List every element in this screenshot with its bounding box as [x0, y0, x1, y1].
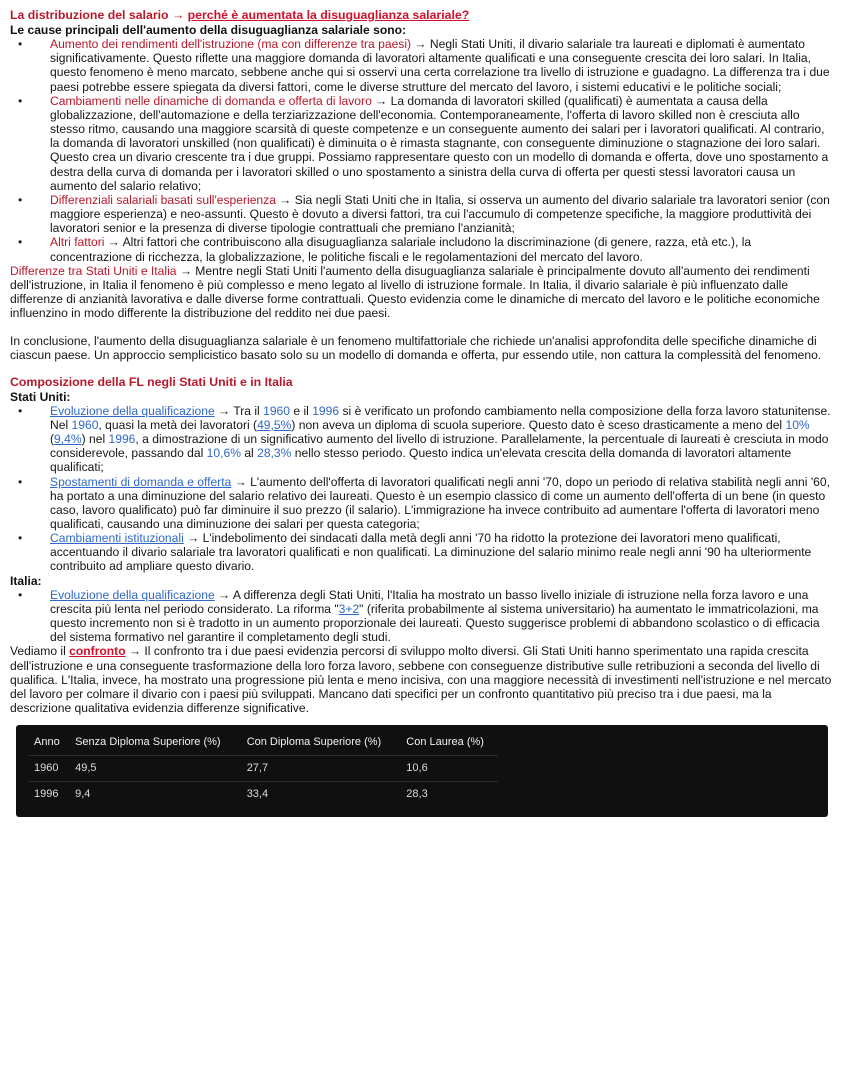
item-key: Aumento dei rendimenti dell'istruzione (ma con differenze tra paesi)	[50, 37, 412, 52]
section1-title	[10, 8, 836, 23]
list-item	[10, 588, 836, 645]
differences-text: → Mentre negli Stati Uniti l'aumento della disuguaglianza salariale è principalmente dovuto all'aumento dei rendimenti dell'istruzione, in Italia il fenomeno è più complesso e meno legato al livello di istruzione formale. In Italia, il divario salariale è più influenzato dalle differenze di anzianità lavorativa e dalle diverse forme contrattuali. Questo evidenzia come le dinamiche di mercato del lavoro e le politiche economiche influenzino in modo differente la distribuzione del reddito nei due paesi.	[10, 263, 820, 321]
text-run: si è verificato un profondo cambiamento nella composizione della forza lavoro statunitense. Nel	[50, 403, 831, 432]
list-item	[10, 531, 836, 573]
table-cell: 9,4	[69, 782, 241, 808]
number-highlight: 49,5%	[257, 417, 292, 432]
bullet-icon: •	[18, 531, 23, 546]
text-run: ) nel	[81, 432, 109, 447]
conclusion-paragraph: In conclusione, l'aumento della disuguaglianza salariale è un fenomeno multifattoriale che richiede un'analisi approfondita delle specifiche dinamiche di ciascun paese. Un approccio semplicistico basato solo su un modello di domanda e offerta, pur essendo utile, non cattura la complessità del fenomeno.	[10, 334, 822, 363]
italy-label: Italia:	[10, 573, 42, 588]
text-run: nello stesso periodo. Questo indica un'elevata crescita della domanda di lavoratori altamente qualificati;	[50, 446, 792, 475]
text-run: ) non aveva un diploma di scuola superiore. Questo dato è sceso drasticamente a meno del	[291, 417, 786, 432]
table-cell: 28,3	[400, 782, 498, 808]
item-key: Altri fattori	[50, 235, 105, 250]
spacer	[10, 363, 836, 375]
table-header-row	[28, 731, 498, 756]
data-table-container	[16, 725, 828, 817]
data-table	[28, 731, 498, 807]
bullet-icon: •	[18, 192, 23, 207]
item-key: Cambiamenti nelle dinamiche di domanda e offerta di lavoro	[50, 93, 372, 108]
bullet-icon: •	[18, 474, 23, 489]
number-highlight: 10,6%	[206, 446, 241, 461]
table-cell: 27,7	[241, 756, 401, 782]
number-highlight: 28,3%	[257, 446, 292, 461]
list-item	[10, 37, 836, 94]
list-item	[10, 235, 836, 263]
item-key-link[interactable]: Evoluzione della qualificazione	[50, 587, 215, 602]
italy-list	[10, 588, 836, 645]
item-text: → Sia negli Stati Uniti che in Italia, si osserva un aumento del divario salariale tra lavoratori senior (con maggiore esperienza) e neo-assunti. Questo è dovuto a diversi fattori, tra cui l'accumulo di competenze specifiche, la maggiore produttività dei lavoratori senior e la presenza di diverse tipologie contrattuali che premiano l'anzianità;	[50, 192, 830, 236]
number-highlight: 1960	[71, 417, 99, 432]
table-cell: 1960	[28, 756, 69, 782]
item-text: → Altri fattori che contribuiscono alla disuguaglianza salariale includono la discriminazione (di genere, razza, età etc.), la concentrazione di ricchezza, la globalizzazione, le politiche fiscali e le regolamentazioni del mercato del lavoro.	[50, 235, 752, 264]
title-arrow: →	[168, 8, 188, 22]
bullet-icon: •	[18, 403, 23, 418]
item-key-link[interactable]: Evoluzione della qualificazione	[50, 403, 215, 418]
text-run: Vediamo il	[10, 644, 70, 659]
item-text: → La domanda di lavoratori skilled (qualificati) è aumentata a causa della globalizzazione, dell'automazione e della terziarizzazione dell'economia. Contemporaneamente, l'offerta di lavoro skilled non è cresciuta allo stesso ritmo, causando una maggiore scarsità di queste competenze e un conseguente aumento dei salari per i lavoratori qualificati. Al contrario, la domanda di lavoratori unskilled (non qualificati) è diminuita o è rimasta stagnante, con conseguente diminuzione o stagnazione dei loro salari. Questo crea un divario crescente tra i due gruppi. Possiamo rappresentare questo con un modello di domanda e offerta, dove uno spostamento a destra della curva di domanda per i lavoratori skilled o uno spostamento a sinistra della curva di offerta per questi stessi lavoratori causa un aumento del salario relativo;	[50, 93, 829, 193]
table-cell: 1996	[28, 782, 69, 808]
text-run: → Il confronto tra i due paesi evidenzia percorsi di sviluppo molto diversi. Gli Stati Uniti hanno sperimentato una rapida crescita dell'istruzione e una conseguente trasformazione della loro forza lavoro, sebbene con conseguenze distributive sulle retribuzioni a seconda del livello di qualifica. L'Italia, invece, ha mostrato una progressione più lenta e meno incisiva, con una maggiore necessità di investimenti nell'istruzione e nel mercato del lavoro per colmare il divario con i paesi più sviluppati. Mancano dati specifici per un confronto quantitativo più preciso tra i due paesi, ma la descrizione qualitativa evidenzia differenze significative.	[10, 644, 832, 716]
causes-intro: Le cause principali dell'aumento della disuguaglianza salariale sono:	[10, 23, 407, 37]
table-cell: 33,4	[241, 782, 401, 808]
title-prefix: La distribuzione del salario	[10, 8, 169, 22]
text-run: (	[50, 432, 55, 447]
text-run: → Tra il	[214, 403, 264, 418]
item-text: → Negli Stati Uniti, il divario salariale tra laureati e diplomati è aumentato significativamente. Questo riflette una maggiore domanda di lavoratori altamente qualificati e una conseguente crescita dei loro salari. In Italia, questo fenomeno è meno marcato, sebbene anche qui si osservi una certa correlazione tra livello di istruzione e guadagno. La differenza tra i due paesi potrebbe essere spiegata da diversi fattori, come le diverse strutture del mercato del lavoro, i sistemi educativi e le politiche sociali;	[50, 37, 830, 94]
item-text: → L'aumento dell'offerta di lavoratori qualificati negli anni '70, dopo un periodo di relativa stabilità negli anni '60, ha portato a una diminuzione del salario relativo dei laureati. Questo è un esempio classico di come un aumento dell'offerta di un bene (in questo caso, lavoro qualificato) può far diminuire il suo prezzo (il salario). L'immigrazione ha invece contribuito ad aumentare l'offerta di lavoratori meno qualificati, causando una diminuzione dei salari per questa categoria;	[50, 474, 830, 531]
text-run: → A differenza degli Stati Uniti, l'Italia ha mostrato un basso livello iniziale di istruzione nella forza lavoro e una crescita più lenta nel periodo considerato. La riforma "	[50, 587, 809, 616]
text-run: al	[240, 446, 258, 461]
spacer	[10, 320, 836, 334]
text-run: e il	[290, 403, 313, 418]
number-highlight: 10%	[785, 417, 810, 432]
list-item	[10, 94, 836, 193]
number-highlight: 9,4%	[54, 432, 82, 447]
bullet-icon: •	[18, 37, 23, 52]
section2-title: Composizione della FL negli Stati Uniti e in Italia	[10, 374, 293, 389]
number-highlight: 1960	[263, 403, 291, 418]
column-header: Senza Diploma Superiore (%)	[75, 736, 221, 749]
column-header: Anno	[34, 736, 60, 749]
table-row	[28, 756, 498, 782]
item-key: Differenziali salariali basati sull'esperienza	[50, 192, 276, 207]
bullet-icon: •	[18, 235, 23, 250]
list-item	[10, 475, 836, 532]
column-header: Con Diploma Superiore (%)	[246, 736, 382, 749]
table-cell: 10,6	[400, 756, 498, 782]
bullet-icon: •	[18, 93, 23, 108]
number-highlight: 1996	[312, 403, 340, 418]
number-highlight: 1996	[108, 432, 136, 447]
usa-label: Stati Uniti:	[10, 389, 71, 404]
bullet-icon: •	[18, 587, 23, 602]
usa-list	[10, 404, 836, 574]
list-item	[10, 193, 836, 235]
differences-paragraph	[10, 264, 836, 321]
item-key-link[interactable]: Spostamenti di domanda e offerta	[50, 474, 232, 489]
text-run: , a dimostrazione di un significativo aumento del livello di istruzione. Parallelamente, la percentuale di laureati è cresciuta in modo considerevole, passando dal	[50, 432, 829, 461]
title-link[interactable]: perché è aumentata la disuguaglianza salariale?	[187, 8, 470, 22]
item-text: → L'indebolimento dei sindacati dalla metà degli anni '70 ha ridotto la protezione dei lavoratori meno qualificati, accentuando il divario salariale tra lavoratori qualificati e non qualificati. La diminuzione del salario minimo reale negli anni '90 ha ulteriormente contribuito ad ampliare questo divario.	[50, 531, 812, 574]
confronto-link[interactable]: confronto	[69, 644, 126, 659]
number-highlight: 3+2	[338, 601, 360, 616]
confronto-paragraph	[10, 644, 836, 715]
differences-key: Differenze tra Stati Uniti e Italia	[10, 263, 177, 278]
text-run: , quasi la metà dei lavoratori (	[98, 417, 258, 432]
table-cell: 49,5	[69, 756, 241, 782]
causes-list	[10, 37, 836, 264]
table-row	[28, 782, 498, 808]
column-header: Con Laurea (%)	[406, 736, 484, 749]
text-run: " (riferita probabilmente al sistema universitario) ha aumentato le immatricolazioni, ma questo incremento non si è tradotto in un aumento proporzionale dei laureati. Questo suggerisce problemi di abbandono scolastico o di efficacia del sistema formativo nel garantire il completamento degli studi.	[50, 601, 820, 645]
list-item	[10, 404, 836, 475]
item-key-link[interactable]: Cambiamenti istituzionali	[50, 531, 184, 546]
